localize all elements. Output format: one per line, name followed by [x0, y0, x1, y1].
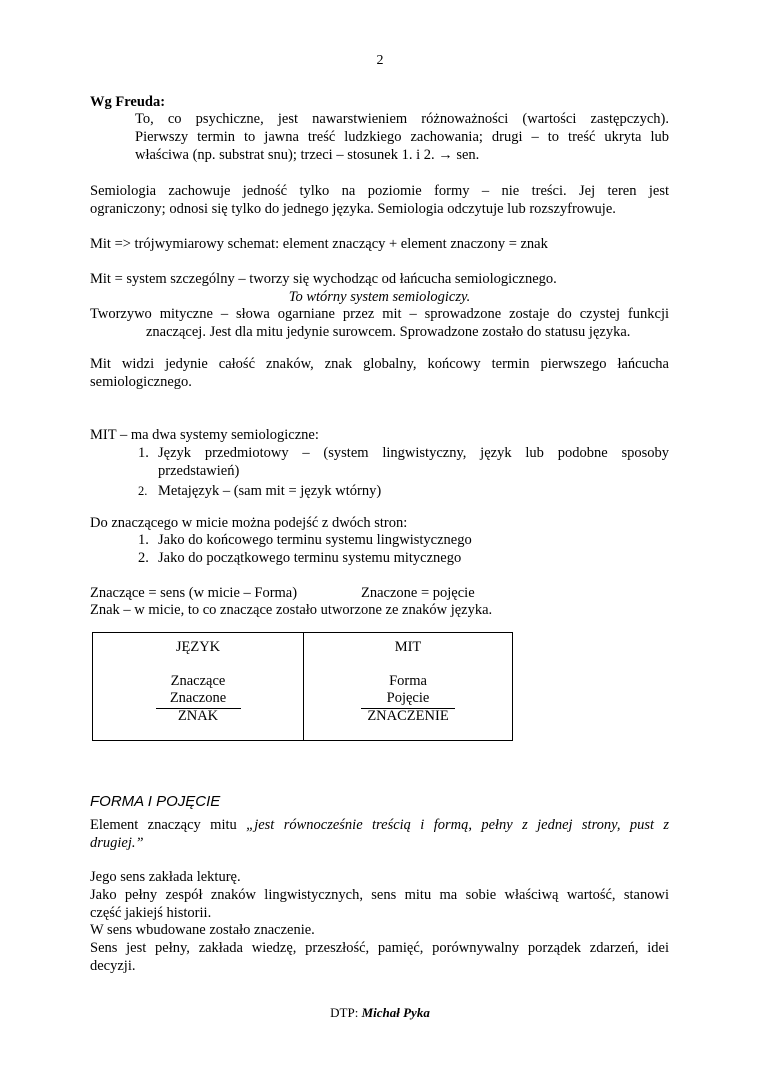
list-item-text-cont: przedstawień)	[158, 463, 240, 479]
footer-author: Michał Pyka	[361, 1005, 430, 1020]
table-header-myth: MIT	[394, 639, 422, 655]
approach-list	[138, 531, 669, 567]
semiology-line-2: ograniczony; odnosi się tylko do jednego języka. Semiologia odczytuje lub rozszyfrowuje.	[90, 201, 616, 217]
list-item-text: Jako do końcowego terminu systemu lingwistycznego	[158, 532, 472, 548]
forma-intro-quote: „jest równocześnie treścią i formą, pełny z jednej strony, pust z	[246, 817, 669, 833]
forma-paragraph-1: Jego sens zakłada lekturę.	[90, 869, 241, 885]
forma-intro-line-1	[90, 816, 669, 834]
forma-paragraph-4-cont: decyzji.	[90, 958, 136, 974]
table-cell-signifier: Znaczące	[170, 673, 226, 689]
list-item	[138, 531, 669, 549]
list-item-text: Język przedmiotowy – (system lingwistyczny, język lub podobne sposoby	[158, 445, 669, 461]
mit-system-line-1: Mit = system szczególny – tworzy się wychodząc od łańcucha semiologicznego.	[90, 271, 557, 287]
mit-total-line-1: Mit widzi jedynie całość znaków, znak globalny, końcowy termin pierwszego łańcucha	[90, 356, 669, 372]
list-item-number: 1.	[138, 445, 149, 461]
mit-system-line-4: znaczącej. Jest dla mitu jedynie surowcem. Sprowadzone zostało do statusu języka.	[146, 324, 631, 340]
forma-paragraph-2: Jako pełny zespół znaków lingwistycznych, sens mitu ma sobie właściwą wartość, stanowi	[90, 887, 669, 903]
page-number: 2	[376, 53, 384, 68]
forma-paragraph-3: W sens wbudowane zostało znaczenie.	[90, 922, 315, 938]
signifier-definition: Znaczące = sens (w micie – Forma)	[90, 585, 298, 601]
list-item	[138, 482, 669, 500]
list-item-text: Jako do początkowego terminu systemu mitycznego	[158, 550, 462, 566]
list-item	[138, 444, 669, 480]
table-cell-signification: ZNACZENIE	[367, 708, 449, 724]
forma-paragraph-4: Sens jest pełny, zakłada wiedzę, przeszłość, pamięć, porównywalny porządek zdarzeń, idei	[90, 940, 669, 956]
table-cell-sign: ZNAK	[177, 708, 219, 724]
sign-definition: Znak – w micie, to co znaczące zostało utworzone ze znaków języka.	[90, 602, 493, 618]
mit-two-systems-heading: MIT – ma dwa systemy semiologiczne:	[90, 427, 319, 443]
list-item-number: 1.	[138, 532, 149, 548]
freud-line-2: Pierwszy termin to jawna treść ludzkiego zachowania; drugi – to treść ukryta lub	[135, 129, 669, 145]
mit-schema: Mit => trójwymiarowy schemat: element znaczący + element znaczony = znak	[90, 236, 548, 252]
list-item-number: 2.	[138, 484, 148, 498]
language-myth-table	[92, 632, 513, 741]
footer-label: DTP:	[330, 1005, 362, 1020]
freud-line-1: To, co psychiczne, jest nawarstwieniem różnoważności (wartości zastępczych).	[135, 111, 669, 127]
mit-system-line-3: Tworzywo mityczne – słowa ogarniane przez mit – sprowadzone zostaje do czystej funkcji	[90, 306, 669, 322]
table-cell-concept: Pojęcie	[386, 690, 430, 706]
mit-system-line-2: To wtórny system semiologiczy.	[288, 289, 471, 305]
forma-paragraph-2-cont: część jakiejś historii.	[90, 905, 212, 921]
semiology-line-1: Semiologia zachowuje jedność tylko na poziomie formy – nie treści. Jej teren jest	[90, 183, 669, 199]
table-cell-signified: Znaczone	[169, 690, 227, 706]
list-item-number: 2.	[138, 550, 149, 566]
freud-heading: Wg Freuda:	[90, 94, 166, 110]
table-cell-form: Forma	[389, 673, 427, 689]
list-item	[138, 549, 669, 567]
forma-intro-text: Element znaczący mitu	[90, 817, 247, 833]
mit-total-line-2: semiologicznego.	[90, 374, 192, 390]
section-title: FORMA I POJĘCIE	[90, 793, 221, 810]
signified-definition: Znaczone = pojęcie	[361, 585, 475, 601]
forma-intro-quote-end: drugiej.”	[90, 835, 144, 851]
freud-line-3: właściwa (np. substrat snu); trzeci – stosunek 1. i 2. → sen.	[135, 147, 480, 163]
footer	[0, 1005, 760, 1021]
list-item-text: Metajęzyk – (sam mit = język wtórny)	[158, 483, 382, 499]
approach-heading: Do znaczącego w micie można podejść z dwóch stron:	[90, 515, 408, 531]
mit-two-systems-list	[138, 444, 669, 500]
table-header-language: JĘZYK	[175, 639, 221, 655]
